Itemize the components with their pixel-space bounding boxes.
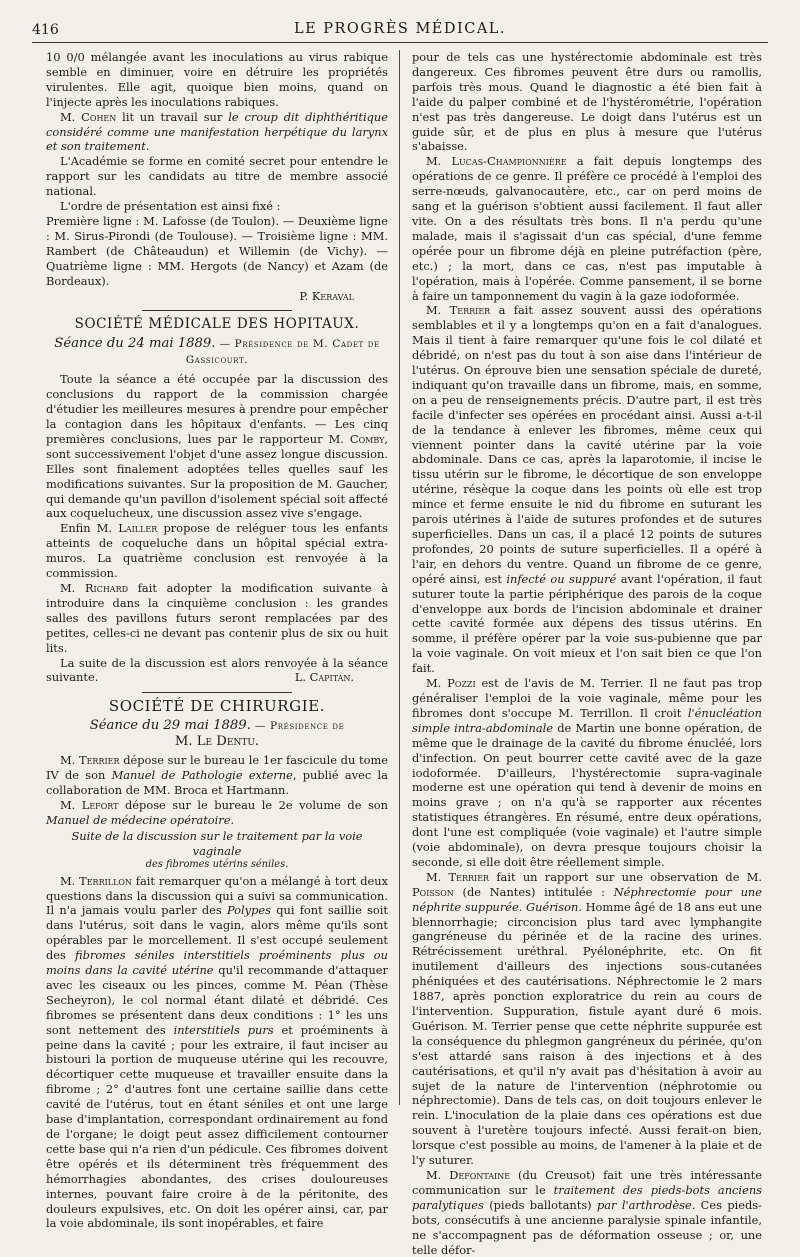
emphasis: par l'arthrodèse. [596,1197,696,1212]
signature-text: P. Keraval [299,288,354,303]
work-title: Manuel de médecine opératoire. [46,812,235,827]
speaker-name: M. Terrier [60,753,120,768]
paragraph-text: et proéminents à peine dans la cavité ; pour les extraire, il faut inciser au bistouri la portion de muqueuse utérine qui les recouvre, décortiquer cette muqueuse et travailler ensuite dans la fibrome ; 2° d'autres font une certaine saillie dans cette cavité de l'utérus, tout en étant séniles et ont une large base d'implantation, correspondant ordinairement au fond de l'organe; le doigt peut assez difficilement contourner cette base qui n'a rien d'un pédicule. Ces fibromes doivent être opérés et ils déterminent très fréquemment des hémorrhagies abondantes, des crises douloureuses internes, pouvant faire croire à de la péritonite, des douleurs expulsives, etc. On doit les opérer ainsi, car, par la voie abdominale, ils sont inopérables, et faire [46,1022,388,1231]
discussion-subtitle-line2: des fibromes utérins séniles. [145,858,289,870]
speaker-name: M. Terrillon [60,873,132,888]
session-date: Séance du 24 mai 1889. [54,336,216,352]
paragraph-text: qui font saillie soit dans l'utérus, soit dans le vagin, alors même qu'ils sont opérables par le morcellement. Il s'est occupé seulement des [46,903,388,963]
section-separator [142,310,292,311]
paragraph-text: , sont successivement l'objet d'une assez longue discussion. Elles sont finalement adoptées telles quelles sauf les modifications suivantes. Sur la proposition de M. Gaucher, qui demande qu'un pavillon d'isolement spécial soit affecté aux coquelucheux, une discussion assez vive s'engage. [46,431,388,521]
speaker-name: Richard [84,581,129,595]
paragraph-text: (pieds ballotants) [483,1197,597,1212]
speaker-name: M. Terrier [426,303,491,318]
paragraph-text: propose de reléguer tous les enfants atteints de coqueluche dans un hôpital spécial extra-muros. La quatrième conclusion est renvoyée à la commission. [46,521,388,581]
paragraph [412,676,762,870]
session-line [46,718,388,734]
paragraph [46,656,388,686]
paragraph [46,581,388,656]
paragraph-text: dépose sur le bureau le 2e volume de son [118,797,388,812]
paragraph-text: lit un travail sur [116,109,229,124]
paragraph-text: dépose sur le bureau le 1er fascicule du tome IV de son [46,753,388,783]
speaker-name: Poisson [412,884,454,899]
speaker-name: M. Cohen [60,109,117,124]
presidency-text: M. Le Dentu. [174,734,260,750]
paragraph-text: a fait depuis longtemps des opérations de ce genre. Il préfère ce procédé à l'emploi des serre-nœuds, galvanocautère, etc., car on perd moins de sang et la guérison s'obtient aussi facilement. Il faut aller vite. On a des résultats très bons. Il n'a perdu qu'une malade, mais il s'agissait d'un cas spécial, d'une femme opérée pour un fibrome déjà en pleine putréfaction (père, etc.) ; la mort, dans ce cas, n'est pas imputable à l'opération, mais à l'opérée. Comme pansement, il se borne à faire un tamponnement du vagin à la gaze iodoformée. [412,154,762,303]
paragraph-text: fait adopter la modification suivante à introduire dans la cinquième conclusion : les grandes salles des pavillons futurs seront remplacées par des petites, celles-ci ne devant pas contenir plus de six ou huit lits. [46,581,389,655]
paragraph [46,874,388,1232]
paragraph: L'Académie se forme en comité secret pour entendre le rapport sur les candidats au titre de membre associé national. [46,154,388,199]
speaker-name: M. Terrier [426,869,490,884]
emphasis: l'énucléation simple intra-abdominale [412,705,762,735]
page-number: 416 [32,22,59,38]
journal-title: LE PROGRÈS MÉDICAL. [293,21,507,37]
paragraph-text: fait remarquer qu'on a mélangé à tort deux questions dans la discussion qui a suivi sa communication. Il n'a jamais voulu parler des [46,873,389,918]
paragraph-text: M. [60,581,85,595]
paragraph-text: qu'il recommande d'attaquer avec les ciseaux ou les pinces, comme M. Péan (Thèse Secheyron), le col normal étant dilaté et débridé. Ces fibromes se présentent dans deux conditions : 1° les uns sont nettement des [46,963,388,1037]
section-title: SOCIÉTÉ DE CHIRURGIE. [108,697,326,716]
speaker-name: M. Lefort [60,797,119,812]
paragraph [46,110,388,155]
paragraph-text: , publié avec la collaboration de MM. Broca et Hartmann. [46,768,388,798]
emphasis: fibromes séniles interstitiels proéminents plus ou moins dans la cavité utérine [46,948,389,978]
right-column [412,50,762,1257]
emphasis: interstitiels purs [173,1022,274,1037]
paragraph-text: Enfin M. [60,521,119,536]
paragraph [46,521,388,581]
section-title: SOCIÉTÉ MÉDICALE DES HOPITAUX. [74,316,360,333]
paragraph: 10 0/0 mélangée avant les inoculations au virus rabique semble en diminuer, voire en détruire les propriétés virulentes. Elle agit, quoique bien moins, quand on l'injecte après les inoculations rabiques. [46,50,388,109]
paragraph [412,1168,762,1257]
paragraph-text: Toute la séance a été occupée par la discussion des conclusions du rapport de la commission chargée d'étudier les meilleures mesures à prendre pour empêcher la contagion dans les hôpitaux d'enfants. — Les cinq premières conclusions, lues par le rapporteur M. [46,372,388,446]
paragraph [46,372,388,521]
paragraph: Première ligne : M. Lafosse (de Toulon). — Deuxième ligne : M. Sirus-Pirondi (de Toulouse). — Troisième ligne : MM. Rambert (de Châteaudun) et Willemin (de Vichy). — Quatrième ligne : MM. Hergots (de Nancy) et Azam (de Bordeaux). [46,213,388,288]
discussion-subtitle: Suite de la discussion sur le traitement par la voie vaginale [71,828,363,858]
paragraph-text: de Martin une bonne opération, de même que le drainage de la cavité du fibrome énucléé, lors d'infection. On peut bourrer cette cavité avec de la gaze iodoformée. D'ailleurs, l'hystérectomie supra-vaginale moderne est une opération qui tend à devenir de moins en moins grave ; on n'a qu'à se rapporter aux récentes statistiques étrangères. En résumé, entre deux opérations, dont l'une est compliquée (voie vaginale) et l'autre simple (voie abdominale), on devra presque toujours choisir la seconde, si elle doit être réellement simple. [412,720,762,869]
presidency-name [46,734,388,750]
speaker-name: M. Lucas-Championnière [426,154,567,169]
presidency: — Présidence de [250,720,345,733]
session-line [46,336,388,368]
paragraph-text: Homme âgé de 18 ans eut une blennorrhagie; circoncision plus tard avec lymphangite gangréneuse du périnée et de la racine des urines. Rétrécissement uréthral. Pyélonéphrite, etc. On fit inutilement d'ailleurs des injections sous-cutanées phéniquées et des cautérisations. Néphrectomie le 2 mars 1887, après ponction exploratrice du rein au cours de l'intervention. Suppuration, fistule ayant duré 6 mois. Guérison. M. Terrier pense que cette néphrite suppurée est la conséquence du phlegmon gangréneux du périnée, qu'on s'est attardé sans raison à des injections et à des cautérisations, et qu'il n'y avait pas d'hésitation à avoir au sujet de la nature de l'intervention (néphrotomie ou néphrectomie). Dans de tels cas, on doit toujours enlever le rein. L'inoculation de la plaie dans ces opérations est due souvent à l'uretère toujours infecté. Aussi ferait-on bien, lorsque c'est possible au moins, de l'amener à la plaie et de l'y suturer. [412,899,762,1168]
paragraph: L'ordre de présentation est ainsi fixé : [60,199,281,214]
presidency: — Présidence de M. Cadet de Gassicourt. [185,338,380,367]
paragraph-text: a fait assez souvent aussi des opérations semblables et il y a longtemps qu'on en a fait d'analogues. Mais il tient à faire remarquer qu'une fois le col dilaté et débridé, on n'est pas du tout à son aise dans l'intérieur de l'utérus. On éprouve bien une sensation spéciale de dureté, indiquant qu'on travaille dans un fibrome, mais, en somme, on a peu de renseignements précis. D'autre part, il est très facile d'infecter ses opérées en procédant ainsi. Aussi a-t-il de la tendance à enlever les fibromes, même ceux qui viennent pointer dans la cavité utérine par la voie abdominale. Dans ce cas, après la laparotomie, il incise le tissu utérin sur le fibrome, le décortique de son enveloppe utérine, résèque la coque dans les points où elle est trop mince et ferme ensuite le nid du fibrome en suturant les parois utérines à l'aide de sutures profondes et de sutures superficielles. Dans un cas, il a placé 12 points de sutures profondes, 20 points de suture superficielles. Il a opéré à l'air, en dehors du ventre. Quand un fibrome de ce genre, opéré ainsi, est [412,303,762,586]
speaker-name: M. Defontaine [426,1167,511,1182]
left-column [46,50,388,1231]
speaker-name: Lailler [118,521,158,536]
paragraph-text: (du Creusot) fait une très intéressante communication sur le [412,1167,762,1197]
paragraph-text: est de l'avis de M. Terrier. Il ne faut pas trop généraliser l'emploi de la voie vaginale, même pour les fibromes dont s'occupe M. Terrillon. Il croit [412,676,762,720]
emphasis: Polypes [226,903,271,918]
running-header [32,20,768,43]
column-divider [399,50,400,1105]
session-date: Séance du 29 mai 1889. [89,718,251,734]
emphasis: traitement des pieds-bots anciens paralytiques [412,1182,762,1212]
paragraph-text: La suite de la discussion est alors renvoyée à la séance suivante. [46,655,388,685]
paragraph-text: fait un rapport sur une observation de M. [489,869,762,884]
paragraph: pour de tels cas une hystérectomie abdominale est très dangereux. Ces fibromes peuvent être durs ou ramollis, parfois très mous. Quand le diagnostic a été bien fait à l'aide du palper combiné et de l'hystérométrie, l'opération n'est pas très dangereuse. Le doigt dans l'utérus est un guide sûr, et de plus en plus à mesure que l'utérus s'abaisse. [412,50,762,154]
signature: L. Capitan. [294,670,354,685]
emphasis: infecté ou suppuré [506,571,617,586]
work-title: le croup dit diphthéritique considéré comme une manifestation herpétique du larynx et son traitement. [46,109,389,154]
paragraph-text: avant l'opération, il faut suturer toute la partie périphérique des parois de la coque d'enveloppe aux bords de l'incision abdominale et drainer cette cavité formée aux dépens des tissus utérins. En somme, il préfère opérer par la voie sus-pubienne que par la voie vaginale. On voit mieux et l'on sait bien ce que l'on fait. [412,571,763,676]
paragraph [412,303,762,676]
paragraph [46,753,388,798]
speaker-name: Comby [349,431,385,446]
signature [46,289,388,304]
section-separator [142,692,292,693]
speaker-name: M. Pozzi [426,676,476,691]
work-title: Néphrectomie pour une néphrite suppurée. Guérison. [412,884,762,914]
paragraph [46,798,388,828]
paragraph-text: Ces pieds-bots, consécutifs à une ancienne paralysie spinale infantile, ne s'accompagnent pas de déformation osseuse ; or, une telle défor- [412,1197,762,1257]
paragraph [412,154,762,303]
work-title: Manuel de Pathologie externe [111,768,293,783]
paragraph [412,870,762,1168]
paragraph-text: (de Nantes) intitulée : [453,884,614,899]
